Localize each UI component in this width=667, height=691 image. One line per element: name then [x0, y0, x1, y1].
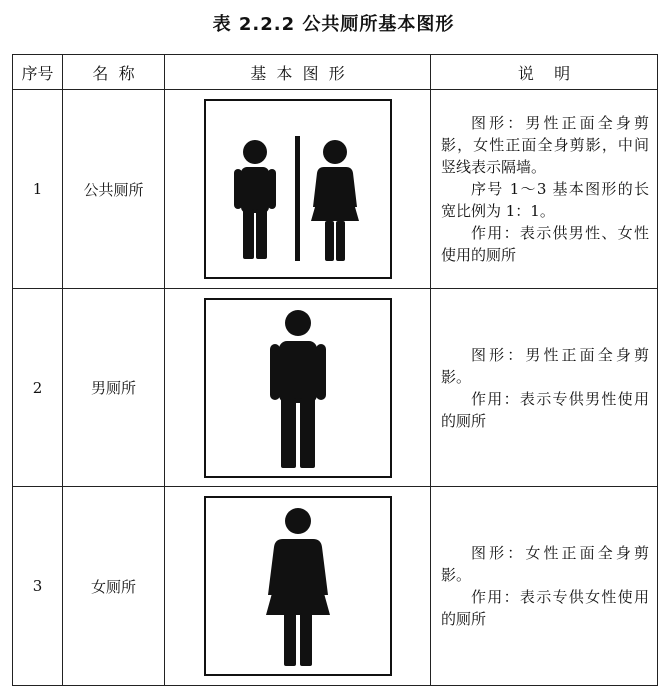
table-row — [13, 90, 658, 289]
header-description: 说 明 — [431, 55, 658, 90]
public-toilet-symbol — [213, 109, 383, 269]
mens-toilet-symbol — [213, 303, 383, 473]
row-name: 公共厕所 — [63, 90, 165, 289]
row-name: 女厕所 — [63, 487, 165, 686]
figure-cell — [165, 487, 431, 686]
womens-toilet-symbol — [213, 501, 383, 671]
row-no: 3 — [13, 487, 63, 686]
row-name: 男厕所 — [63, 289, 165, 487]
header-name: 名 称 — [63, 55, 165, 90]
description-cell — [431, 289, 658, 487]
header-no: 序号 — [13, 55, 63, 90]
symbol-frame — [204, 99, 392, 279]
description-line: 作用：表示专供女性使用的厕所 — [441, 588, 649, 628]
figure-cell — [165, 289, 431, 487]
table-row — [13, 289, 658, 487]
description-cell — [431, 90, 658, 289]
symbol-frame — [204, 298, 392, 478]
description-line: 图形：男性正面全身剪影，女性正面全身剪影，中间竖线表示隔墙。 — [441, 114, 649, 176]
header-row — [13, 55, 658, 90]
header-figure: 基 本 图 形 — [165, 55, 431, 90]
man-icon — [234, 140, 276, 259]
symbol-frame — [204, 496, 392, 676]
description-cell — [431, 487, 658, 686]
description-line: 图形：女性正面全身剪影。 — [441, 544, 649, 584]
description-line: 序号 1～3 基本图形的长宽比例为 1：1。 — [441, 180, 649, 220]
table-caption: 表 2.2.2 公共厕所基本图形 — [212, 14, 455, 35]
figure-cell — [165, 90, 431, 289]
woman-icon — [266, 508, 330, 666]
row-no: 1 — [13, 90, 63, 289]
divider-line — [295, 136, 300, 261]
toilet-symbols-table — [12, 54, 658, 686]
row-no: 2 — [13, 289, 63, 487]
description-line: 图形：男性正面全身剪影。 — [441, 345, 649, 386]
table-row — [13, 487, 658, 686]
description-line: 作用：表示供男性、女性使用的厕所 — [441, 224, 649, 264]
description-line: 作用：表示专供男性使用的厕所 — [441, 389, 649, 430]
woman-icon — [311, 140, 359, 261]
man-icon — [270, 310, 326, 468]
